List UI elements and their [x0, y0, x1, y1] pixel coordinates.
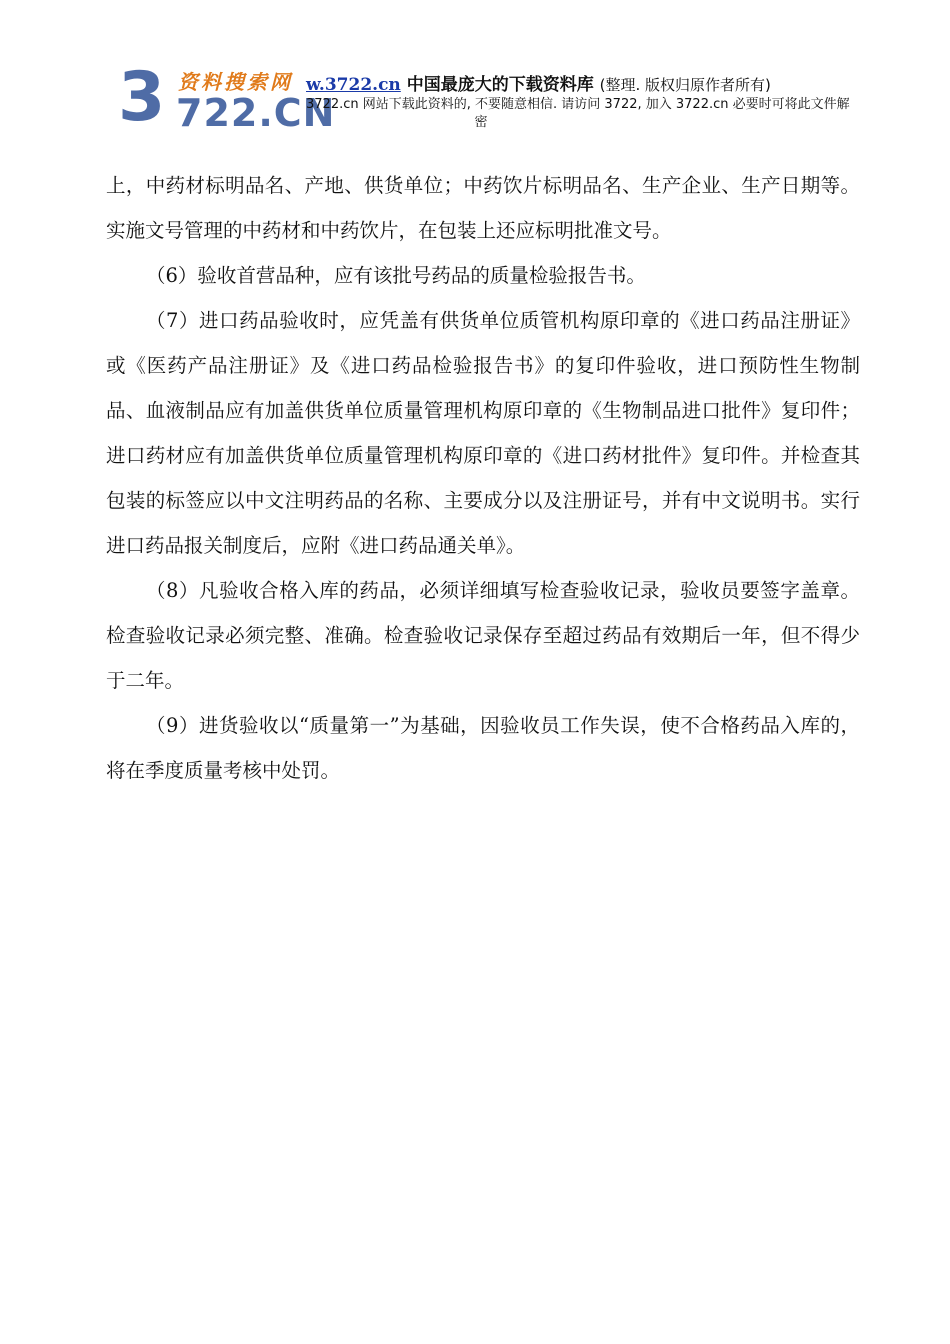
body-paragraph-2: （6）验收首营品种，应有该批号药品的质量检验报告书。	[146, 264, 646, 287]
notice-line-1: 3722.cn 网站下载此资料的, 不要随意相信. 请访问 3722, 加入 3722.cn 必要时可将此文件解	[306, 97, 850, 112]
site-tagline: 中国最庞大的下载资料库	[406, 75, 594, 95]
body-paragraph-3: （7）进口药品验收时，应凭盖有供货单位质管机构原印章的《进口药品注册证》或《医药产品注册证》及《进口药品检验报告书》的复印件验收，进口预防性生物制品、血液制品应有加盖供货单位质量管理机构原印章的《生物制品进口批件》复印件；进口药材应有加盖供货单位质量管理机构原印章的《进口药材批件》复印件。并检查其包装的标签应以中文注明药品的名称、主要成分以及注册证号，并有中文说明书。实行进口药品报关制度后，应附《进口药品通关单》。	[106, 309, 860, 557]
logo-chinese-text: 资料搜索网	[178, 70, 293, 94]
page-header	[0, 0, 950, 150]
body-paragraph-1: 上，中药材标明品名、产地、供货单位；中药饮片标明品名、生产企业、生产日期等。实施文号管理的中药材和中药饮片，在包装上还应标明批准文号。	[106, 174, 860, 242]
logo-domain-text: 722.CN	[176, 91, 336, 135]
copyright-note: (整理. 版权归原作者所有)	[599, 76, 771, 94]
header-notice	[306, 96, 866, 132]
body-paragraph-5: （9）进货验收以“质量第一”为基础，因验收员工作失误，使不合格药品入库的，将在季度质量考核中处罚。	[106, 714, 860, 782]
document-body	[106, 163, 860, 793]
notice-line-2: 密	[474, 115, 488, 130]
logo-digit: 3	[118, 58, 166, 137]
body-paragraph-4: （8）凡验收合格入库的药品，必须详细填写检查验收记录，验收员要签字盖章。检查验收记录必须完整、准确。检查验收记录保存至超过药品有效期后一年，但不得少于二年。	[106, 579, 860, 692]
site-url-link[interactable]: w.3722.cn	[306, 75, 401, 95]
site-logo	[118, 58, 336, 137]
header-title-line	[306, 70, 771, 95]
